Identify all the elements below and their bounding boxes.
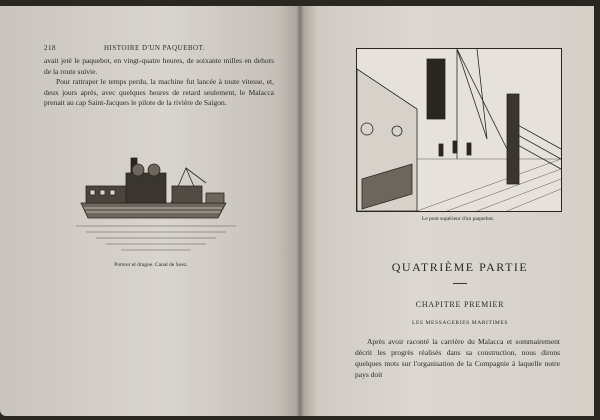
figure-caption: Porteur et drague. Canal de Suez. <box>114 262 188 268</box>
book-gutter <box>296 6 304 416</box>
left-body-text <box>44 56 274 109</box>
paragraph: Pour rattraper le temps perdu, la machine fut lancée à toute vitesse, et, deux jours après, avec quelques heures de retard seulement, le Malacca prenait au cap Saint-Jacques le pilote de la rivière de Saigon. <box>44 77 274 107</box>
part-title: QUATRIÈME PARTIE <box>391 260 529 274</box>
paragraph: avait jeté le paquebot, en vingt-quatre heures, de soixante milles en dehors de la route suivie. <box>44 56 274 76</box>
paragraph: Après avoir raconté la carrière du Malacca et sommairement décrit les progrès réalisés dans sa construction, nous dirons quelques mots sur l'organisation de la Compagnie à laquelle notre pays doit <box>355 337 560 379</box>
figure-caption: Le pont supérieur d'un paquebot. <box>421 216 495 222</box>
running-head-title: HISTOIRE D'UN PAQUEBOT. <box>104 44 206 52</box>
dredger-illustration <box>76 148 236 258</box>
ship-deck-illustration <box>356 48 562 212</box>
page-number: 218 <box>44 44 56 52</box>
chapter-title: CHAPITRE PREMIER <box>415 300 505 309</box>
right-body-text <box>355 336 560 380</box>
divider-ornament <box>453 283 467 284</box>
section-title: LES MESSAGERIES MARITIMES <box>412 320 508 326</box>
